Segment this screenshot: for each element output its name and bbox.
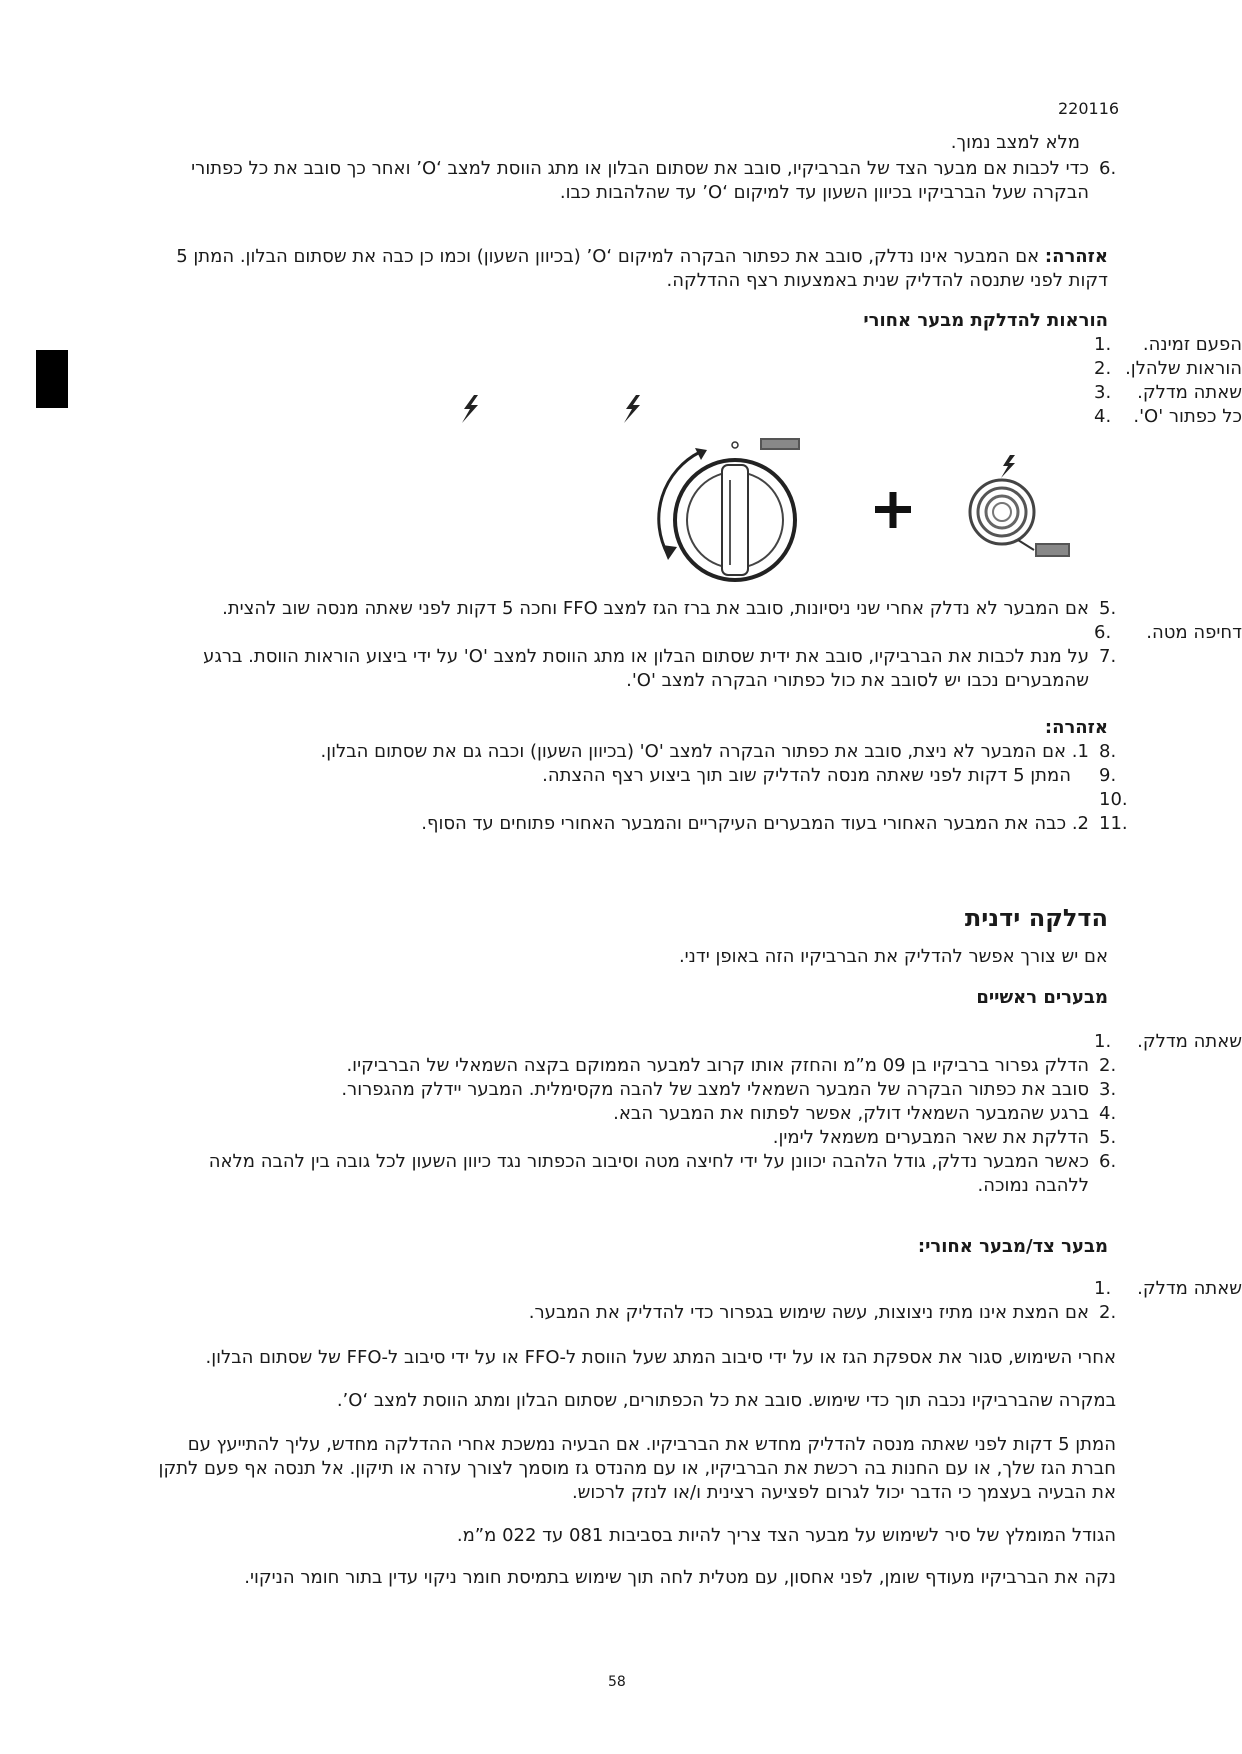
subsection-heading: מבער צד/מבער אחורי:: [917, 1236, 1108, 1257]
paragraph: אחרי השימוש, סגור את אספקת הגז או על ידי סיבוב המתג שעל הווסת ל-FFO או על ידי סיבוב ל-FFO של שסתום הבלון.: [205, 1347, 1116, 1368]
item-text-line: 1. אם המבער לא ניצת, סובב את כפתור הבקרה למצב 'O' (בכיוון השעון) וכבה גם את שסתום הבלון.: [320, 741, 1089, 762]
page-number: 58: [608, 1674, 626, 1690]
item-number: 8.: [1099, 741, 1117, 762]
clipped-line: שאתה מדלק.: [1137, 382, 1242, 403]
item-text-line: כאשר המבער נדלק, גודל הלהבה יכוונן על ידי לחיצה מטה וסיבוב הכפתור נגד כיוון השעון לכל גובה בין להבה מלאה: [208, 1151, 1089, 1172]
clipped-number: 4.: [1094, 406, 1112, 427]
clipped-line: שאתה מדלק. 1.: [1094, 1278, 1242, 1299]
warning-paragraph: [176, 245, 1108, 269]
item-number: 5.: [1099, 598, 1117, 619]
section-intro: אם יש צורך אפשר להדליק את הברביקיו הזה באופן ידני.: [678, 946, 1108, 967]
side-tab-marker: [36, 350, 68, 408]
clipped-line: כל כפתור 'O'.: [1133, 406, 1242, 427]
paragraph: במקרה שהברביקיו נכבה תוך כדי שימוש. סובב את כל הכפתורים, שסתום הבלון ומתג הווסת למצב ‘O’.: [336, 1390, 1116, 1411]
item-number: 3.: [1099, 1079, 1117, 1100]
item-number: 2.: [1099, 1302, 1117, 1323]
clipped-line: שאתה מדלק. 1.: [1094, 1031, 1242, 1052]
document-id: 220116: [1058, 99, 1120, 118]
item-number: 6.: [1099, 158, 1117, 179]
item-text-line: ללהבה נמוכה.: [977, 1175, 1089, 1196]
list-item-11: [113, 812, 1128, 836]
clipped-number: 6.: [1094, 622, 1112, 643]
item-text-line: סובב את כפתור הבקרה של המבער השמאלי למצב של להבה מקסימלית. המבער יידלק מהגפרור.: [341, 1079, 1089, 1100]
item-text-line: על מנת לכבות את הברביקיו, סובב את ידית שסתום הבלון או מתג הווסת למצב 'O' על ידי ביצוע הוראות הווסת. ברגע: [203, 646, 1089, 667]
clipped-number: 1.: [1094, 1031, 1112, 1052]
plus-icon: [875, 492, 911, 528]
igniter-button-icon: [970, 455, 1070, 557]
list-item: [113, 1078, 1123, 1102]
list-item: [113, 1102, 1123, 1126]
spark-icon: [462, 395, 478, 423]
section-title: הדלקה ידנית: [964, 904, 1108, 932]
item-number: 9.: [1099, 765, 1117, 786]
item-text-line: 2. כבה את המבער האחורי בעוד המבערים העיקריים והמבער האחורי פתוחים עד הסוף.: [421, 813, 1089, 834]
list-item-5: [113, 597, 1123, 621]
clipped-number: 2.: [1094, 358, 1112, 379]
item-number: 11.: [1099, 813, 1128, 834]
item-text-line: המתן 5 דקות לפני שאתה מנסה להדליק שוב תוך ביצוע רצף ההצתה.: [542, 765, 1071, 786]
item-text-line: אם המבער לא נדלק אחרי שני ניסיונות, סובב את ברז הגז למצב FFO וחכה 5 דקות לפני שאתה מנסה שוב להצית.: [222, 598, 1089, 619]
list-item: [113, 1054, 1123, 1078]
list-item: [113, 1150, 1123, 1198]
paragraph: נקה את הברביקיו מעודף שומן, לפני אחסון, עם מטלית לחה תוך שימוש בתמיסת חומר ניקוי עדין בתור חומר הניקוי.: [244, 1567, 1116, 1588]
list-item-8: [113, 740, 1123, 764]
item-number: 2.: [1099, 1055, 1117, 1076]
paragraph-line: המתן 5 דקות לפני שאתה מנסה להדליק מחדש את הברביקיו. אם הבעיה נמשכת אחרי ההדלקה מחדש, עליך להתייעץ עם: [187, 1434, 1116, 1455]
clipped-line: דחיפה מטה. 6.: [1094, 622, 1242, 643]
subsection-heading: מבערים ראשיים: [976, 987, 1108, 1008]
clipped-number: 3.: [1094, 382, 1112, 403]
item-number: 7.: [1099, 646, 1117, 667]
list-item-6: [113, 157, 1123, 207]
clipped-number: 1.: [1094, 1278, 1112, 1299]
paragraph: הגודל המומלץ של סיר לשימוש על מבער הצד צריך להיות בסביבות 081 עד 022 מ”מ.: [456, 1525, 1116, 1546]
item-number: 6.: [1099, 1151, 1117, 1172]
clipped-list: [1082, 333, 1242, 433]
item-number: 4.: [1099, 1103, 1117, 1124]
item-number: 10.: [1099, 789, 1128, 810]
spark-icon: [624, 395, 640, 423]
list-item-7: [113, 645, 1123, 693]
clipped-line: הוראות שלהלן.: [1125, 358, 1242, 379]
list-item-9: [113, 764, 1123, 788]
item-text-line: ברגע שהמבער השמאלי דולק, אפשר לפתוח את המבער הבא.: [613, 1103, 1089, 1124]
ignition-illustration: [430, 390, 1070, 590]
item-number: 5.: [1099, 1127, 1117, 1148]
item-text-line: הדלק גפרור ברביקיו בן 09 מ”מ והחזק אותו קרוב למבער הממוקם בקצה השמאלי של הברביקיו.: [346, 1055, 1089, 1076]
control-knob-icon: [659, 438, 800, 580]
warning-text: אם המבער אינו נדלק, סובב את כפתור הבקרה למיקום ‘O’ (בכיוון השעון) וכמו כן כבה את שסתום הבלון. המתן 5: [176, 246, 1045, 267]
warning-paragraph-line2: דקות לפני שתנסה להדליק שנית באמצעות רצף ההדלקה.: [666, 270, 1108, 291]
rear-burner-heading: הוראות להדלקת מבער אחורי: [863, 310, 1108, 331]
list-item: [113, 1301, 1123, 1325]
item-text-line: כדי לכבות אם מבער הצד של הברביקיו, סובב את שסתום הבלון או מתג הווסת למצב ‘O’ ואחר כך סובב את כל כפתורי: [191, 158, 1089, 179]
warning-label: אזהרה:: [1044, 246, 1108, 267]
warning-label: אזהרה:: [1044, 717, 1108, 738]
item-text-line: שהמבערים נכבו יש לסובב את כול כפתורי הבקרה למצב 'O'.: [626, 670, 1089, 691]
list-continuation: מלא למצב נמוך.: [950, 132, 1080, 153]
item-text-line: הבקרה שעל הברביקיו בכיוון השעון עד למיקום ‘O’ עד שהלהבות כבו.: [559, 182, 1089, 203]
clipped-line: הפעם זמינה.: [1142, 334, 1242, 355]
paragraph-line: חברת הגז שלך, או עם החנות בה רכשת את הברביקיו, או עם מהנדס גז מוסמך לצורך עזרה או תיקון. אל תנסה אף פעם לתקן: [158, 1458, 1116, 1479]
item-text-line: הדלקת את שאר המבערים משמאל לימין.: [772, 1127, 1089, 1148]
item-text-line: אם המצת אינו מתיז ניצוצות, עשה שימוש בגפרור כדי להדליק את המבער.: [528, 1302, 1089, 1323]
clipped-number: 1.: [1094, 334, 1112, 355]
paragraph-line: את הבעיה בעצמך כי הדבר יכול לגרום לפציעה רצינית ו/או לנזק לרכוש.: [571, 1482, 1116, 1503]
list-item: [113, 1126, 1123, 1150]
